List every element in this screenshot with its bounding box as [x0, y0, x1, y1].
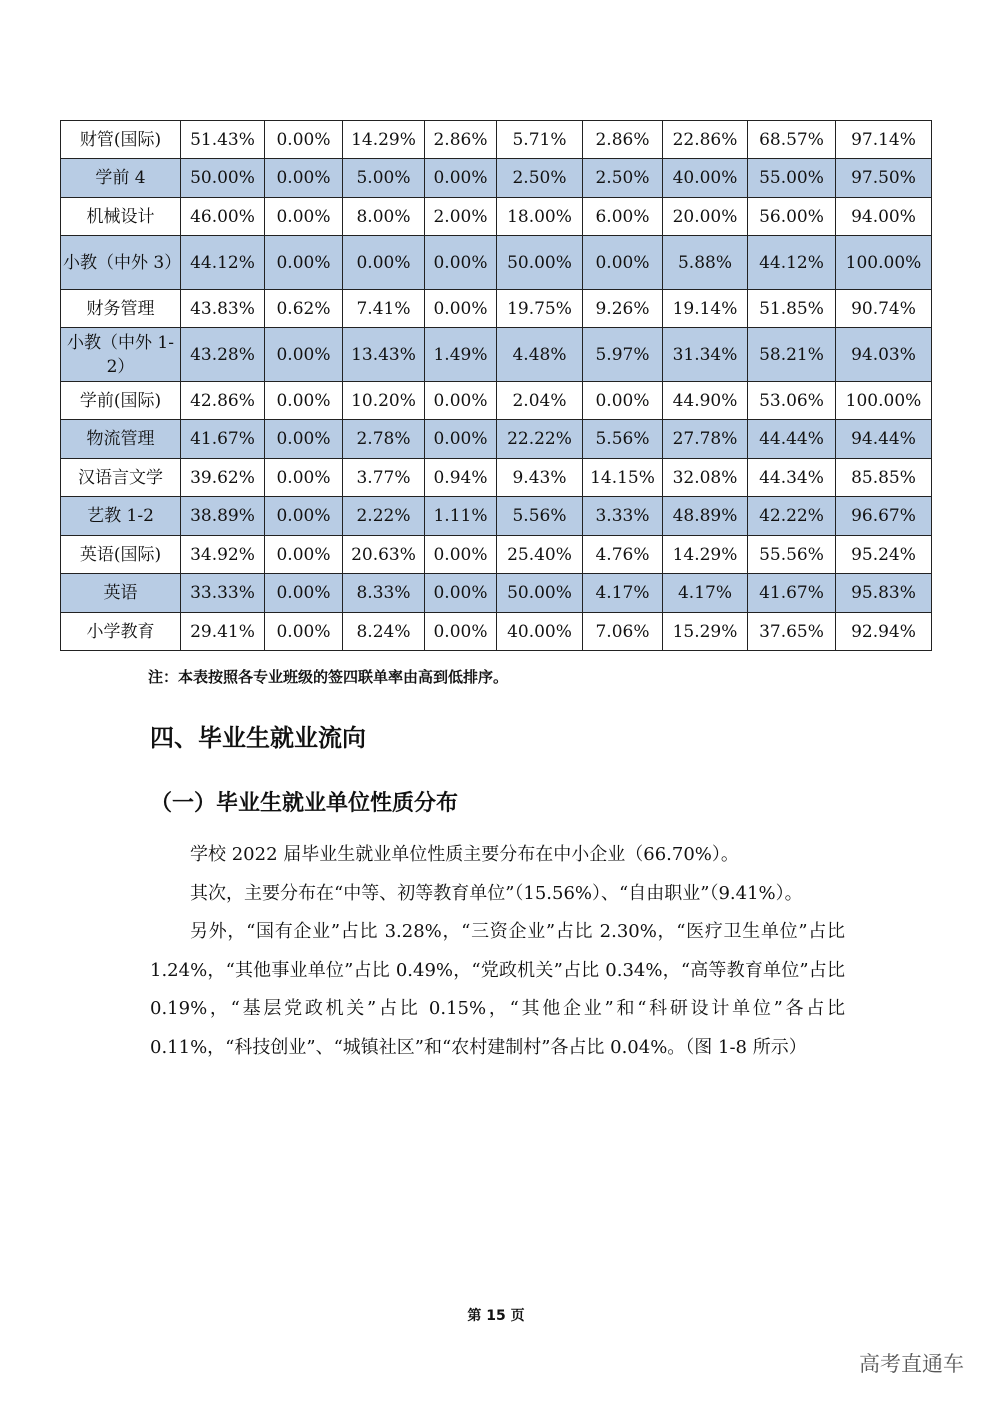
major-name-cell: 艺教 1-2: [61, 497, 181, 536]
rate-cell: 3.77%: [343, 459, 425, 497]
rate-cell: 94.03%: [836, 328, 932, 382]
rate-cell: 48.89%: [663, 497, 748, 536]
rate-cell: 0.94%: [425, 459, 497, 497]
table-row: [61, 536, 932, 574]
rate-cell: 0.00%: [425, 159, 497, 198]
employment-rate-table: [60, 120, 932, 651]
rate-cell: 5.71%: [497, 121, 583, 159]
rate-cell: 2.50%: [497, 159, 583, 198]
major-name-cell: 英语: [61, 574, 181, 613]
rate-cell: 7.06%: [583, 613, 663, 651]
rate-cell: 14.29%: [663, 536, 748, 574]
rate-cell: 50.00%: [497, 236, 583, 290]
rate-cell: 15.29%: [663, 613, 748, 651]
rate-cell: 53.06%: [748, 382, 836, 420]
major-name-cell: 学前 4: [61, 159, 181, 198]
rate-cell: 33.33%: [181, 574, 265, 613]
rate-cell: 19.14%: [663, 290, 748, 328]
sub-heading: （一）毕业生就业单位性质分布: [150, 791, 459, 816]
rate-cell: 0.00%: [265, 574, 343, 613]
rate-cell: 8.00%: [343, 198, 425, 236]
rate-cell: 0.00%: [425, 236, 497, 290]
rate-cell: 51.85%: [748, 290, 836, 328]
rate-cell: 1.49%: [425, 328, 497, 382]
rate-cell: 2.00%: [425, 198, 497, 236]
rate-cell: 0.00%: [265, 121, 343, 159]
rate-cell: 20.00%: [663, 198, 748, 236]
rate-cell: 5.97%: [583, 328, 663, 382]
rate-cell: 44.44%: [748, 420, 836, 459]
major-name-cell: 学前(国际): [61, 382, 181, 420]
rate-cell: 19.75%: [497, 290, 583, 328]
rate-cell: 20.63%: [343, 536, 425, 574]
rate-cell: 4.17%: [663, 574, 748, 613]
table-row: [61, 382, 932, 420]
rate-cell: 3.33%: [583, 497, 663, 536]
rate-cell: 0.62%: [265, 290, 343, 328]
rate-cell: 55.00%: [748, 159, 836, 198]
rate-cell: 94.00%: [836, 198, 932, 236]
rate-cell: 96.67%: [836, 497, 932, 536]
major-name-cell: 小教（中外 3）: [61, 236, 181, 290]
rate-cell: 51.43%: [181, 121, 265, 159]
table-row: [61, 420, 932, 459]
major-name-cell: 物流管理: [61, 420, 181, 459]
rate-cell: 44.12%: [748, 236, 836, 290]
table-note: 注：本表按照各专业班级的签四联单率由高到低排序。: [148, 668, 509, 686]
major-name-cell: 财务管理: [61, 290, 181, 328]
rate-cell: 46.00%: [181, 198, 265, 236]
major-name-cell: 小教（中外 1-2）: [61, 328, 181, 382]
rate-cell: 0.00%: [265, 328, 343, 382]
rate-cell: 0.00%: [265, 420, 343, 459]
major-name-cell: 汉语言文学: [61, 459, 181, 497]
page-number: 第 15 页: [467, 1308, 525, 1324]
rate-cell: 4.48%: [497, 328, 583, 382]
rate-cell: 1.11%: [425, 497, 497, 536]
watermark-text: 高考直通车: [859, 1352, 964, 1376]
rate-cell: 41.67%: [181, 420, 265, 459]
table-row: [61, 497, 932, 536]
rate-cell: 0.00%: [583, 236, 663, 290]
rate-cell: 2.04%: [497, 382, 583, 420]
table-row: [61, 613, 932, 651]
rate-cell: 5.88%: [663, 236, 748, 290]
rate-cell: 14.15%: [583, 459, 663, 497]
paragraph-1: 学校 2022 届毕业生就业单位性质主要分布在中小企业（66.70%）。: [190, 844, 739, 865]
rate-cell: 97.50%: [836, 159, 932, 198]
rate-cell: 42.22%: [748, 497, 836, 536]
rate-cell: 90.74%: [836, 290, 932, 328]
rate-cell: 50.00%: [181, 159, 265, 198]
major-name-cell: 机械设计: [61, 198, 181, 236]
rate-cell: 55.56%: [748, 536, 836, 574]
table-row: [61, 574, 932, 613]
table-row: [61, 290, 932, 328]
rate-cell: 9.26%: [583, 290, 663, 328]
rate-cell: 5.00%: [343, 159, 425, 198]
rate-cell: 95.24%: [836, 536, 932, 574]
rate-cell: 0.00%: [265, 497, 343, 536]
table-row: [61, 121, 932, 159]
rate-cell: 56.00%: [748, 198, 836, 236]
rate-cell: 0.00%: [265, 236, 343, 290]
rate-cell: 39.62%: [181, 459, 265, 497]
rate-cell: 25.40%: [497, 536, 583, 574]
rate-cell: 9.43%: [497, 459, 583, 497]
rate-cell: 8.33%: [343, 574, 425, 613]
rate-cell: 100.00%: [836, 236, 932, 290]
rate-cell: 13.43%: [343, 328, 425, 382]
rate-cell: 43.28%: [181, 328, 265, 382]
rate-cell: 0.00%: [425, 574, 497, 613]
rate-cell: 40.00%: [497, 613, 583, 651]
rate-cell: 27.78%: [663, 420, 748, 459]
rate-cell: 10.20%: [343, 382, 425, 420]
rate-cell: 97.14%: [836, 121, 932, 159]
rate-cell: 0.00%: [265, 382, 343, 420]
rate-cell: 50.00%: [497, 574, 583, 613]
table-row: [61, 198, 932, 236]
rate-cell: 58.21%: [748, 328, 836, 382]
rate-cell: 8.24%: [343, 613, 425, 651]
rate-cell: 7.41%: [343, 290, 425, 328]
rate-cell: 37.65%: [748, 613, 836, 651]
rate-cell: 0.00%: [265, 159, 343, 198]
paragraph-2: 其次，主要分布在“中等、初等教育单位”（15.56%）、“自由职业”（9.41%）。: [190, 882, 803, 904]
rate-cell: 43.83%: [181, 290, 265, 328]
rate-cell: 6.00%: [583, 198, 663, 236]
rate-cell: 0.00%: [425, 613, 497, 651]
rate-cell: 85.85%: [836, 459, 932, 497]
rate-cell: 31.34%: [663, 328, 748, 382]
rate-cell: 44.34%: [748, 459, 836, 497]
table-row: [61, 236, 932, 290]
rate-cell: 44.12%: [181, 236, 265, 290]
rate-cell: 18.00%: [497, 198, 583, 236]
table-row: [61, 459, 932, 497]
major-name-cell: 英语(国际): [61, 536, 181, 574]
rate-cell: 0.00%: [583, 382, 663, 420]
rate-cell: 95.83%: [836, 574, 932, 613]
rate-cell: 32.08%: [663, 459, 748, 497]
rate-cell: 29.41%: [181, 613, 265, 651]
rate-cell: 5.56%: [583, 420, 663, 459]
rate-cell: 38.89%: [181, 497, 265, 536]
body-text: [150, 836, 845, 1067]
rate-cell: 0.00%: [265, 536, 343, 574]
rate-cell: 41.67%: [748, 574, 836, 613]
rate-cell: 2.86%: [425, 121, 497, 159]
rate-cell: 22.86%: [663, 121, 748, 159]
rate-cell: 42.86%: [181, 382, 265, 420]
rate-cell: 5.56%: [497, 497, 583, 536]
table-row: [61, 159, 932, 198]
rate-cell: 94.44%: [836, 420, 932, 459]
rate-cell: 2.78%: [343, 420, 425, 459]
rate-cell: 0.00%: [425, 290, 497, 328]
rate-cell: 4.17%: [583, 574, 663, 613]
rate-cell: 0.00%: [265, 198, 343, 236]
major-name-cell: 小学教育: [61, 613, 181, 651]
rate-cell: 0.00%: [265, 613, 343, 651]
section-heading: 四、毕业生就业流向: [150, 724, 366, 752]
rate-cell: 2.86%: [583, 121, 663, 159]
rate-cell: 2.22%: [343, 497, 425, 536]
paragraph-3: 另外，“国有企业”占比 3.28%，“三资企业”占比 2.30%，“医疗卫生单位”占比 1.24%，“其他事业单位”占比 0.49%，“党政机关”占比 0.34%，“高等教育单位”占比 0.19%，“基层党政机关”占比 0.15%，“其他企业”和“科研设计单位”各占比 0.11%，“科技创业”、“城镇社区”和“农村建制村”各占比 0.04%。（图 1-8 所示）: [150, 921, 845, 1058]
rate-cell: 0.00%: [425, 420, 497, 459]
rate-cell: 22.22%: [497, 420, 583, 459]
rate-cell: 100.00%: [836, 382, 932, 420]
rate-cell: 40.00%: [663, 159, 748, 198]
rate-cell: 2.50%: [583, 159, 663, 198]
rate-cell: 92.94%: [836, 613, 932, 651]
rate-cell: 4.76%: [583, 536, 663, 574]
rate-cell: 0.00%: [425, 536, 497, 574]
rate-cell: 44.90%: [663, 382, 748, 420]
major-name-cell: 财管(国际): [61, 121, 181, 159]
rate-cell: 0.00%: [265, 459, 343, 497]
rate-cell: 14.29%: [343, 121, 425, 159]
rate-cell: 0.00%: [425, 382, 497, 420]
rate-cell: 34.92%: [181, 536, 265, 574]
table-row: [61, 328, 932, 382]
rate-cell: 68.57%: [748, 121, 836, 159]
rate-cell: 0.00%: [343, 236, 425, 290]
